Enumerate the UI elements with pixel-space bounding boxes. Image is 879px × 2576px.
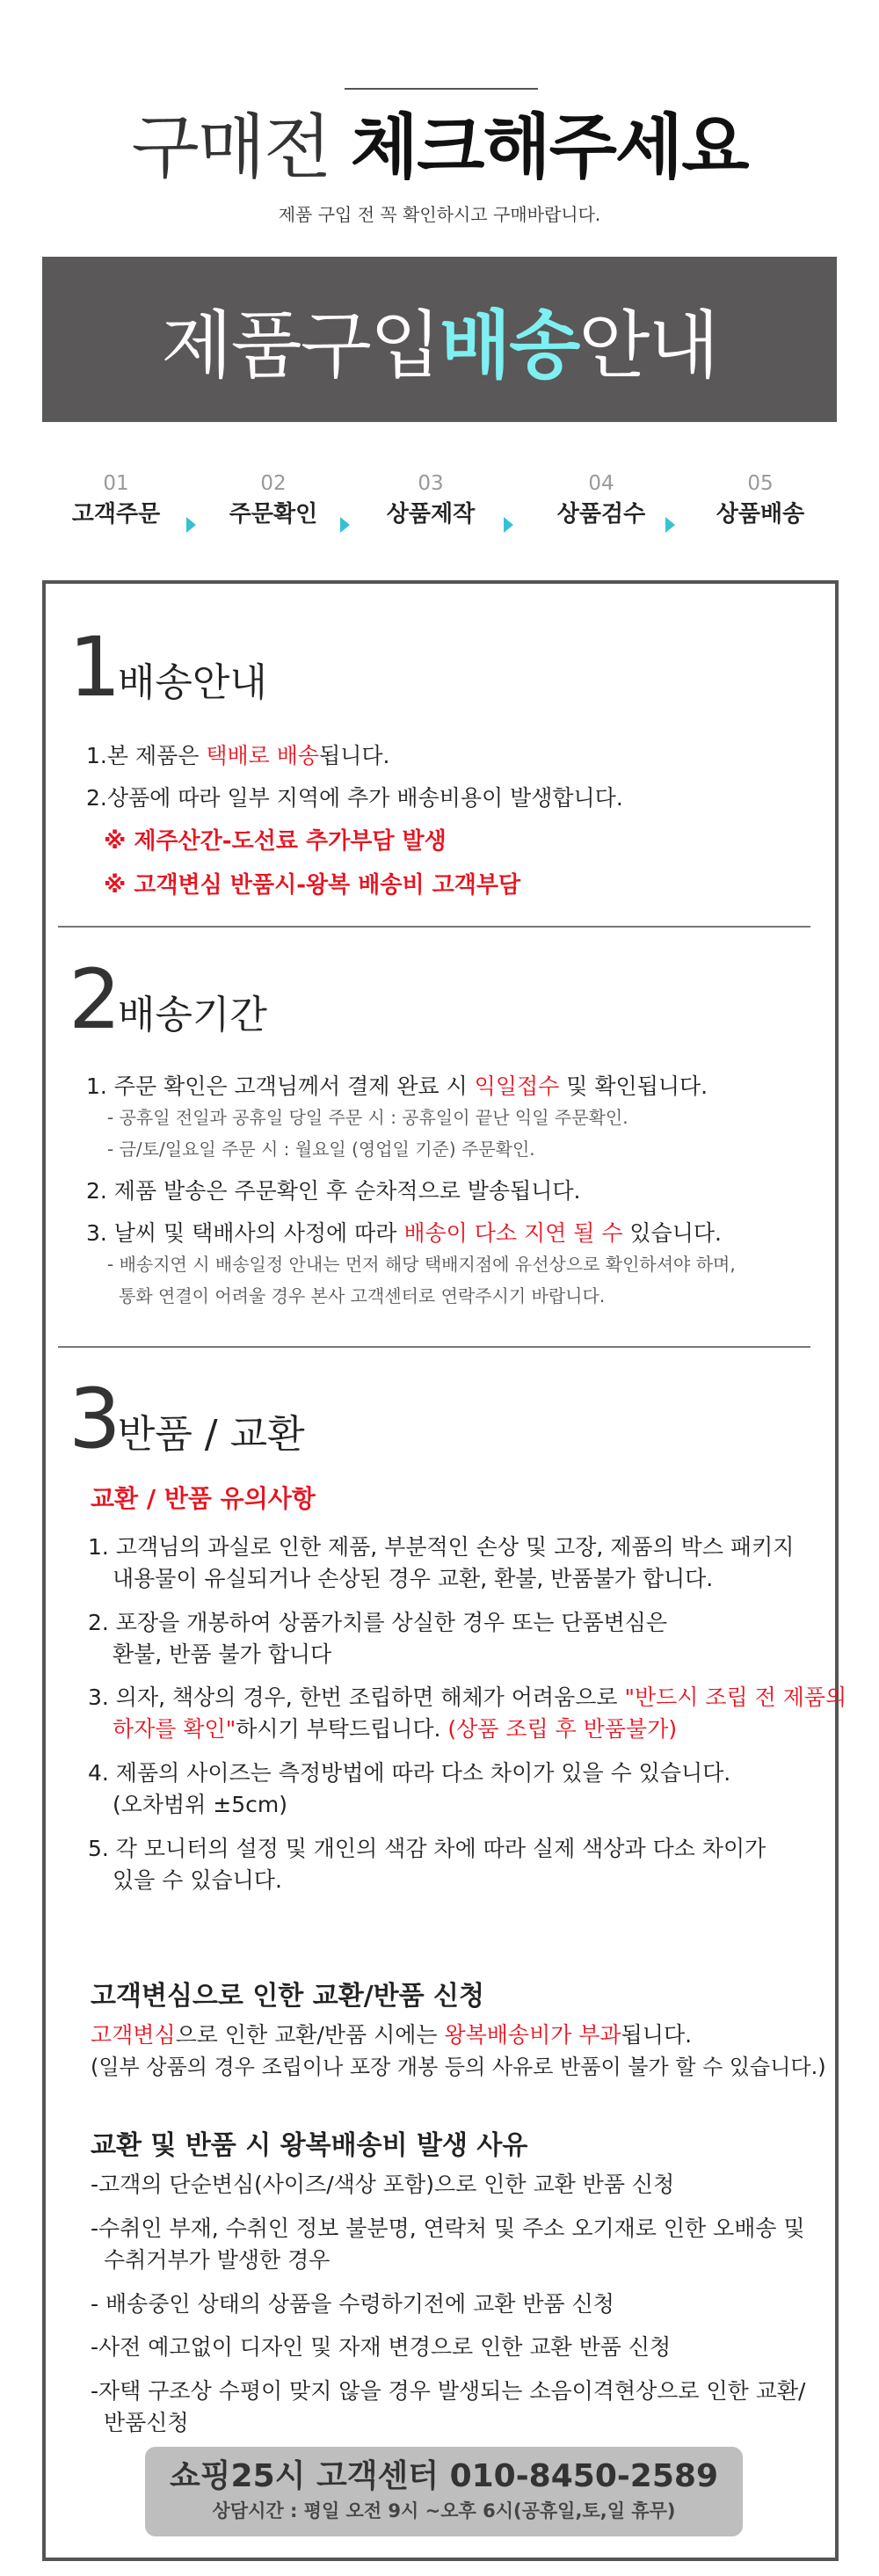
section-number: 2 — [69, 952, 118, 1048]
step-4 — [531, 470, 672, 532]
section-divider — [58, 926, 810, 928]
customer-center-title: 쇼핑25시 고객센터 010-8450-2589 — [169, 2458, 719, 2494]
reason-2a: -수취인 부재, 수취인 정보 불분명, 연락처 및 주소 오기재로 인한 오배송 및 — [91, 2216, 805, 2241]
step-1 — [46, 470, 186, 532]
step-label: 상품검수 — [556, 501, 646, 528]
section-title: 배송안내 — [117, 660, 267, 705]
step-label: 상품제작 — [386, 501, 476, 528]
highlight-text: 익일접수 — [474, 1073, 560, 1099]
section-2-heading — [69, 952, 267, 1048]
title-decor-line — [345, 88, 538, 90]
step-number: 01 — [103, 472, 129, 495]
s3-item-3a — [88, 1683, 846, 1713]
caution-heading: 교환 / 반품 유의사항 — [91, 1484, 316, 1513]
highlight-text: 배송이 다소 지연 될 수 — [403, 1220, 623, 1246]
step-arrow-icon — [665, 517, 675, 533]
step-label: 상품배송 — [716, 501, 805, 528]
s1-line-2: 2.상품에 따라 일부 지역에 추가 배송비용이 발생합니다. — [86, 785, 623, 811]
text: 3. 의자, 책상의 경우, 한번 조립하면 해체가 어려움으로 — [88, 1685, 625, 1710]
section-title: 반품 / 교환 — [117, 1412, 305, 1457]
reason-1: -고객의 단순변심(사이즈/색상 포함)으로 인한 교환 반품 신청 — [91, 2172, 675, 2197]
highlight-text: "반드시 조립 전 제품의 — [624, 1685, 847, 1710]
change-request-line-1 — [91, 2020, 692, 2050]
step-number: 02 — [260, 472, 287, 495]
s3-item-5b: 있을 수 있습니다. — [113, 1867, 282, 1893]
s1-warning-2: ※ 고객변심 반품시-왕복 배송비 고객부담 — [104, 872, 521, 899]
text: 1.본 제품은 — [86, 743, 207, 768]
s1-warning-1: ※ 제주산간-도선료 추가부담 발생 — [104, 828, 447, 855]
highlight-text: (상품 조립 후 반품불가) — [447, 1716, 678, 1742]
text: 으로 인한 교환/반품 시에는 — [175, 2022, 445, 2048]
section-number: 3 — [69, 1372, 118, 1467]
banner-accent: 배송 — [439, 302, 579, 389]
step-number: 03 — [418, 472, 444, 495]
section-divider — [58, 1346, 810, 1348]
step-5 — [690, 470, 831, 532]
s1-line-1 — [86, 741, 389, 771]
process-steps — [0, 470, 879, 541]
s2-line-3 — [86, 1219, 722, 1248]
change-request-heading: 고객변심으로 인한 교환/반품 신청 — [91, 1981, 485, 2012]
highlight-text: 하자를 확인" — [113, 1716, 236, 1742]
main-title-bold: 체크해주세요 — [350, 106, 748, 188]
text: 됩니다. — [621, 2022, 693, 2048]
s3-item-2b: 환불, 반품 불가 합니다 — [113, 1641, 332, 1667]
shipping-reasons-heading: 교환 및 반품 시 왕복배송비 발생 사유 — [91, 2130, 528, 2161]
s3-item-1a: 1. 고객님의 과실로 인한 제품, 부분적인 손상 및 고장, 제품의 박스 패키지 — [88, 1534, 795, 1560]
highlight-text: 왕복배송비가 부과 — [444, 2022, 621, 2048]
delivery-banner — [42, 257, 837, 422]
step-number: 05 — [747, 472, 774, 495]
step-arrow-icon — [504, 517, 513, 533]
step-arrow-icon — [186, 517, 196, 533]
reason-2b: 수취거부가 발생한 경우 — [104, 2247, 331, 2273]
s2-sub-1: - 공휴일 전일과 공휴일 당일 주문 시 : 공휴일이 끝난 익일 주문확인. — [107, 1107, 628, 1128]
text: 있습니다. — [622, 1220, 722, 1246]
section-1-heading — [69, 620, 267, 716]
banner-text-1: 제품구입 — [161, 302, 440, 389]
reason-5a: -자택 구조상 수평이 맞지 않을 경우 발생되는 소음이격현상으로 인한 교환/ — [91, 2378, 806, 2404]
step-number: 04 — [588, 472, 614, 495]
reason-5b: 반품신청 — [104, 2410, 189, 2435]
s3-item-3b — [113, 1714, 677, 1744]
text: 및 확인됩니다. — [559, 1073, 708, 1099]
sub-title: 제품 구입 전 꼭 확인하시고 구매바랍니다. — [278, 204, 601, 225]
step-3 — [360, 470, 501, 532]
step-2 — [203, 470, 344, 532]
reason-4: -사전 예고없이 디자인 및 자재 변경으로 인한 교환 반품 신청 — [91, 2334, 672, 2360]
s2-sub-2: - 금/토/일요일 주문 시 : 월요일 (영업일 기준) 주문확인. — [107, 1139, 535, 1160]
s2-sub-4: 통화 연결이 어려울 경우 본사 고객센터로 연락주시기 바랍니다. — [119, 1285, 606, 1306]
highlight-text: 고객변심 — [91, 2022, 176, 2048]
s3-item-2a: 2. 포장을 개봉하여 상품가치를 상실한 경우 또는 단품변심은 — [88, 1610, 668, 1635]
change-request-line-2: (일부 상품의 경우 조립이나 포장 개봉 등의 사유로 반품이 불가 할 수 있습니다.) — [91, 2055, 826, 2079]
text: 3. 날씨 및 택배사의 사정에 따라 — [86, 1220, 404, 1246]
s2-sub-3: - 배송지연 시 배송일정 안내는 먼저 해당 택배지점에 유선상으로 확인하셔야 하며, — [107, 1254, 736, 1275]
s3-item-4b: (오차범위 ±5cm) — [113, 1792, 288, 1817]
main-title — [0, 104, 879, 192]
main-title-light: 구매전 — [131, 106, 351, 188]
section-number: 1 — [69, 620, 118, 716]
section-title: 배송기간 — [117, 993, 267, 1037]
text: 하시기 부탁드립니다. — [236, 1716, 448, 1742]
section-3-heading — [69, 1372, 305, 1467]
step-label: 고객주문 — [71, 501, 161, 528]
s3-item-1b: 내용물이 유실되거나 손상된 경우 교환, 환불, 반품불가 합니다. — [113, 1566, 714, 1591]
banner-text-2: 안내 — [578, 302, 718, 389]
highlight-text: 택배로 배송 — [206, 743, 320, 768]
reason-3: - 배송중인 상태의 상품을 수령하기전에 교환 반품 신청 — [91, 2291, 614, 2317]
s2-line-1 — [86, 1072, 708, 1102]
customer-center-hours: 상담시간 : 평일 오전 9시 ~오후 6시(공휴일,토,일 휴무) — [212, 2500, 676, 2521]
s3-item-4a: 4. 제품의 사이즈는 측정방법에 따라 다소 차이가 있을 수 있습니다. — [88, 1760, 731, 1786]
s2-line-2: 2. 제품 발송은 주문확인 후 순차적으로 발송됩니다. — [86, 1178, 581, 1204]
customer-center-box — [145, 2447, 743, 2536]
text: 1. 주문 확인은 고객님께서 결제 완료 시 — [86, 1073, 475, 1099]
step-arrow-icon — [340, 517, 350, 533]
step-label: 주문확인 — [229, 501, 318, 528]
s3-item-5a: 5. 각 모니터의 설정 및 개인의 색감 차에 따라 실제 색상과 다소 차이가 — [88, 1836, 766, 1861]
text: 됩니다. — [319, 743, 390, 768]
